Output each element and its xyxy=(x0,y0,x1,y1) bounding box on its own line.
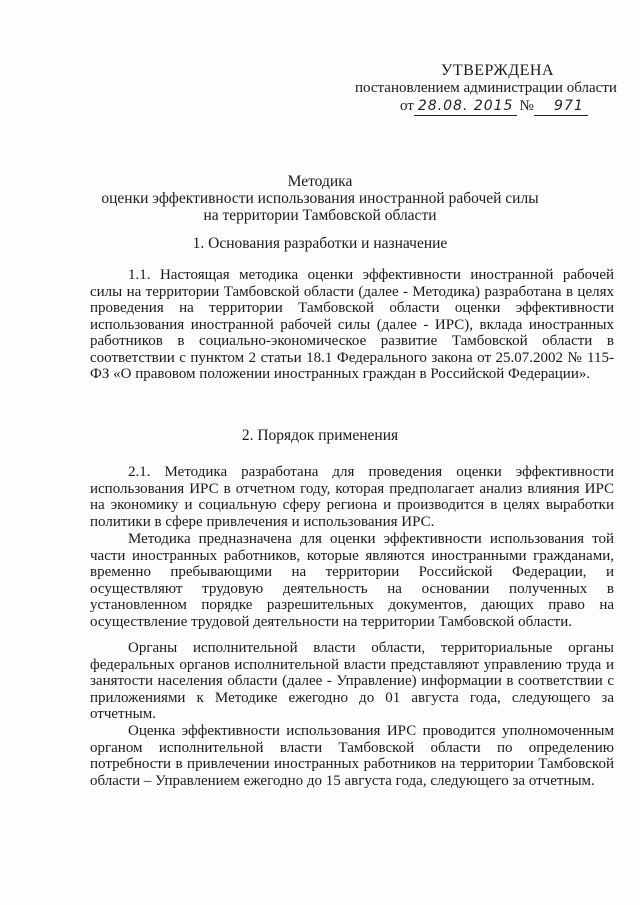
section-2-heading: 2. Порядок применения xyxy=(241,427,399,444)
section-1-heading: 1. Основания разработки и назначение xyxy=(192,235,448,252)
paragraph-2-2: Методика предназначена для оценки эффективности использования той части иностранных работников, которые являются иностранными гражданами, временно пребывающими на территории Российской Федерации, и осуществляют трудовую деятельность на основании полученных в установленном порядке разрешительных документов, дающих право на осуществление трудовой деятельности на территории Тамбовской области. xyxy=(90,531,614,630)
paragraph-2-4: Оценка эффективности использования ИРС проводится уполномоченным органом исполнительной власти Тамбовской области по определению потребности в привлечении иностранных работников на территории Тамбовской области – Управлением ежегодно до 15 августа года, следующего за отчетным. xyxy=(90,723,614,789)
number-prefix: № xyxy=(519,98,534,114)
approval-date-line xyxy=(400,98,588,116)
date-prefix: от xyxy=(400,98,414,114)
title-line-1: Методика xyxy=(287,173,353,190)
paragraph-2-1: 2.1. Методика разработана для проведения оценки эффективности использования ИРС в отчетном году, которая предполагает анализ влияния ИРС на экономику и социальную сферу региона и производится в целях выработки политики в сфере привлечения и использования ИРС. xyxy=(90,464,614,530)
document-title xyxy=(0,173,640,224)
approval-decree-line: постановлением администрации области xyxy=(355,80,617,96)
title-line-2: оценки эффективности использования иностранной рабочей силы xyxy=(101,190,539,207)
approval-title: УТВЕРЖДЕНА xyxy=(441,62,555,79)
handwritten-number: 971 xyxy=(534,98,588,116)
handwritten-date: 28.08. 2015 xyxy=(414,98,518,116)
paragraph-2-3: Органы исполнительной власти области, территориальные органы федеральных органов исполнительной власти представляют управлению труда и занятости населения области (далее - Управление) информации в соответствии с приложениями к Методике ежегодно до 01 августа года, следующего за отчетным. xyxy=(90,640,614,722)
title-line-3: на территории Тамбовской области xyxy=(203,207,437,224)
paragraph-1-1: 1.1. Настоящая методика оценки эффективности иностранной рабочей силы на территории Тамбовской области (далее - Методика) разработана в целях проведения на территории Тамбовской области оценки эффективности использования иностранной рабочей силы (далее - ИРС), вклада иностранных работников в социально-экономическое развитие Тамбовской области в соответствии с пунктом 2 статьи 18.1 Федерального закона от 25.07.2002 № 115-ФЗ «О правовом положении иностранных граждан в Российской Федерации». xyxy=(90,267,614,382)
